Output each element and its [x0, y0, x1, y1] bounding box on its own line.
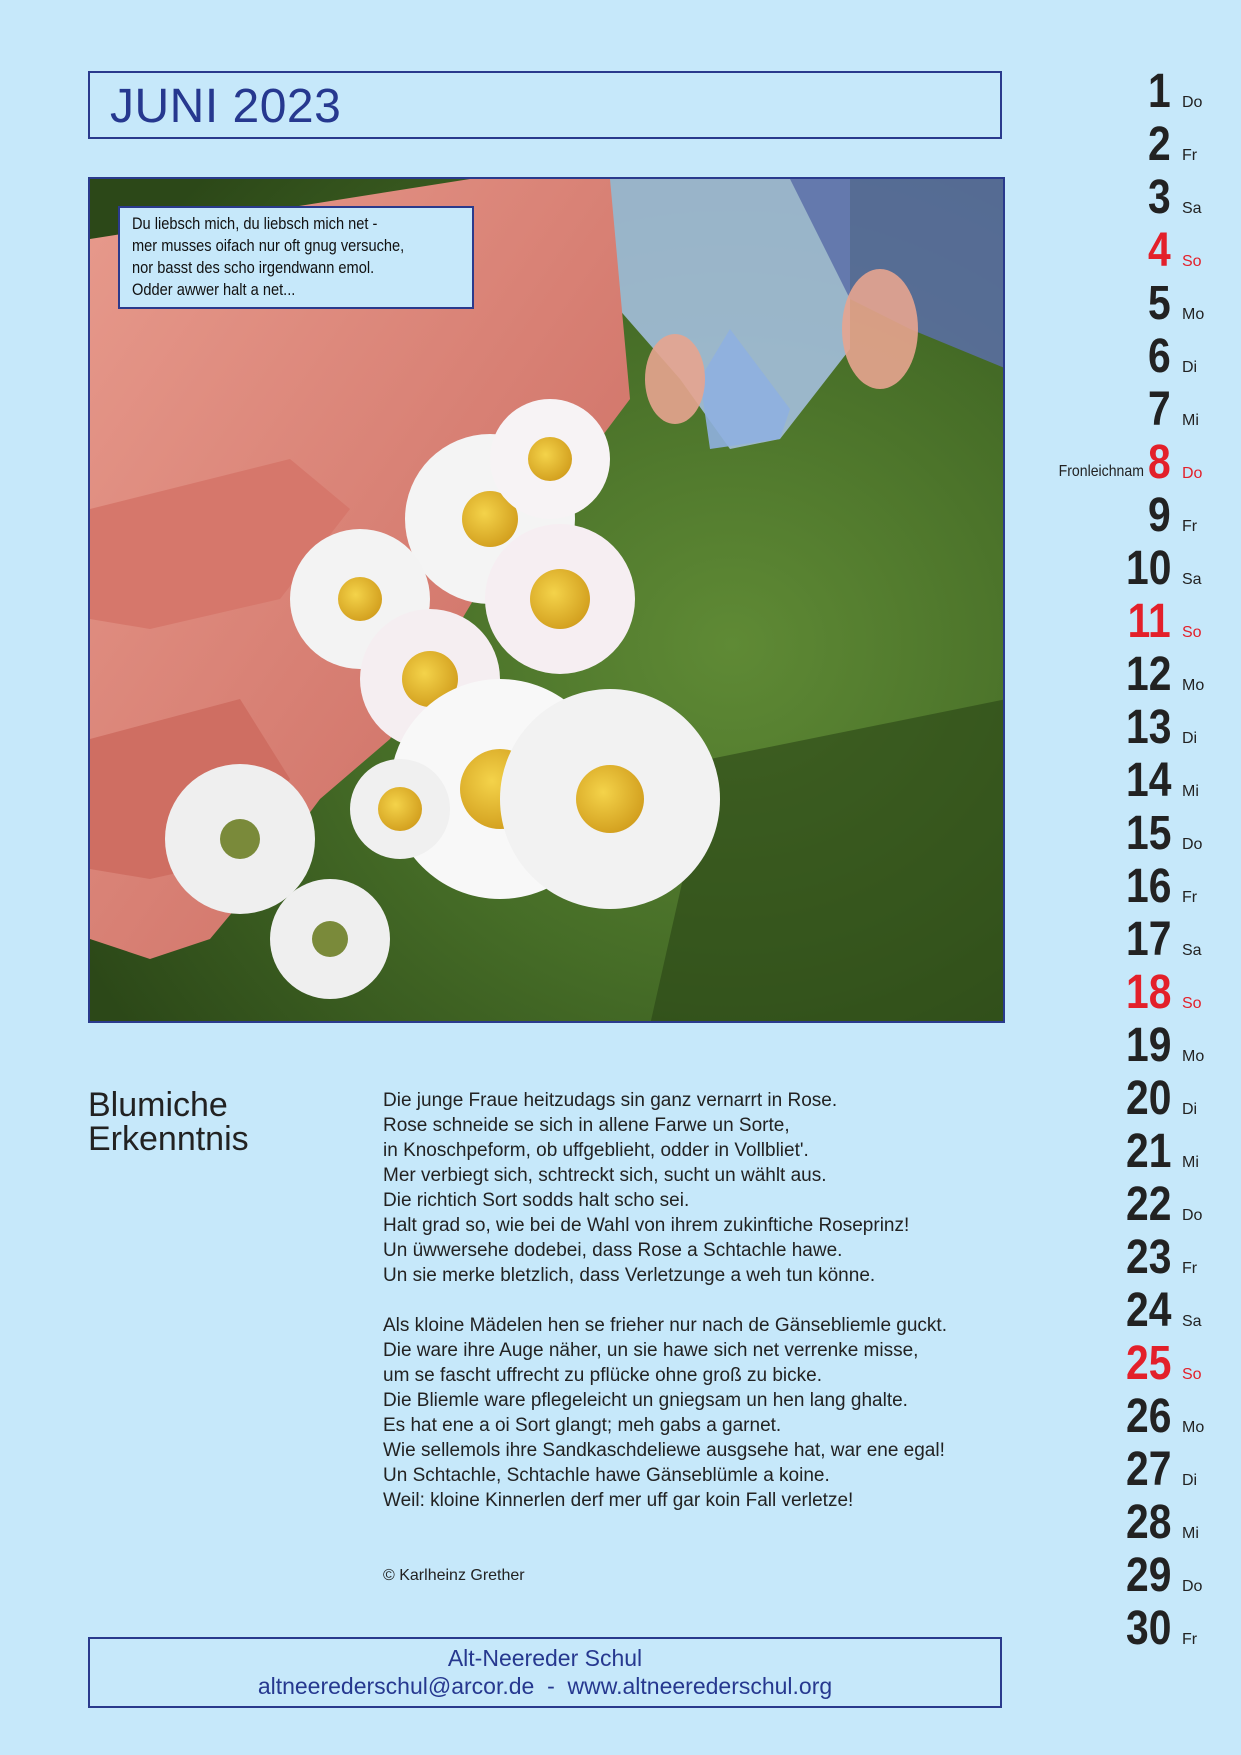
- day-number: 24: [1125, 1284, 1171, 1337]
- quote-line: nor basst des scho irgendwann emol.: [132, 258, 375, 277]
- poem-line: Weil: kloine Kinnerlen derf mer uff gar koin Fall verletze!: [383, 1490, 854, 1511]
- day-number: 5: [1148, 277, 1171, 330]
- weekday-label: Mi: [1182, 783, 1199, 800]
- day-row: [1000, 540, 1241, 593]
- copyright: © Karlheinz Grether: [383, 1567, 525, 1584]
- weekday-label: Sa: [1182, 1313, 1202, 1330]
- day-number: 13: [1125, 701, 1171, 754]
- day-number: 14: [1125, 754, 1171, 807]
- weekday-label: Di: [1182, 1472, 1198, 1489]
- day-number: 23: [1125, 1231, 1171, 1284]
- day-row: [1000, 1070, 1241, 1123]
- weekday-label: Do: [1182, 1207, 1203, 1224]
- poem-line: Es hat ene a oi Sort glangt; meh gabs a garnet.: [383, 1415, 782, 1436]
- day-row: [1000, 1282, 1241, 1335]
- day-row: [1000, 222, 1241, 275]
- day-number: 21: [1125, 1125, 1171, 1178]
- weekday-label: Mi: [1182, 412, 1199, 429]
- day-row: [1000, 1017, 1241, 1070]
- weekday-label: Di: [1182, 730, 1198, 747]
- day-row: [1000, 63, 1241, 116]
- day-row: [1000, 275, 1241, 328]
- day-number: 22: [1125, 1178, 1171, 1231]
- day-number: 18: [1125, 966, 1171, 1019]
- weekday-label: Do: [1182, 836, 1203, 853]
- weekday-label: Do: [1182, 465, 1203, 482]
- day-row: [1000, 1547, 1241, 1600]
- weekday-label: Mo: [1182, 1419, 1205, 1436]
- day-row: [1000, 805, 1241, 858]
- weekday-label: Mo: [1182, 1048, 1205, 1065]
- day-row: [1000, 646, 1241, 699]
- day-row: [1000, 487, 1241, 540]
- day-number: 7: [1148, 383, 1171, 436]
- holiday-label: Fronleichnam: [1058, 463, 1144, 480]
- day-row: [1000, 699, 1241, 752]
- day-row: [1000, 752, 1241, 805]
- day-row: [1000, 1600, 1241, 1653]
- weekday-label: So: [1182, 995, 1202, 1012]
- day-number: 17: [1125, 913, 1171, 966]
- poem-line: Mer verbiegt sich, schtreckt sich, sucht un wählt aus.: [383, 1165, 827, 1186]
- poem-line: um se fascht uffrecht zu pflücke ohne groß zu bicke.: [383, 1365, 822, 1386]
- poem-line: Un Schtachle, Schtachle hawe Gänseblümle a koine.: [383, 1465, 830, 1486]
- day-row: [1000, 434, 1241, 487]
- month-title-box: [88, 71, 1002, 139]
- day-number: 26: [1125, 1390, 1171, 1443]
- day-row: [1000, 1229, 1241, 1282]
- day-number: 16: [1125, 860, 1171, 913]
- day-row: [1000, 381, 1241, 434]
- day-row: [1000, 1388, 1241, 1441]
- weekday-label: Mi: [1182, 1154, 1199, 1171]
- poem-text: [383, 1088, 1023, 1513]
- stanza-gap: [383, 1288, 1023, 1313]
- day-number: 29: [1125, 1549, 1171, 1602]
- weekday-label: Mo: [1182, 306, 1205, 323]
- weekday-label: Fr: [1182, 1260, 1198, 1277]
- poem-line: Rose schneide se sich in allene Farwe un Sorte,: [383, 1115, 790, 1136]
- day-number: 9: [1148, 489, 1171, 542]
- day-number: 4: [1148, 224, 1171, 277]
- weekday-label: Fr: [1182, 147, 1198, 164]
- day-number: 1: [1148, 65, 1171, 118]
- day-number: 28: [1125, 1496, 1171, 1549]
- weekday-label: Do: [1182, 94, 1203, 111]
- day-row: [1000, 169, 1241, 222]
- day-row: [1000, 1441, 1241, 1494]
- day-number: 3: [1148, 171, 1171, 224]
- photo-quote-box: [118, 206, 474, 309]
- poem-line: Als kloine Mädelen hen se frieher nur nach de Gänsebliemle guckt.: [383, 1315, 947, 1336]
- footer-box: [88, 1637, 1002, 1708]
- day-number: 15: [1125, 807, 1171, 860]
- weekday-label: Mo: [1182, 677, 1205, 694]
- weekday-label: So: [1182, 253, 1202, 270]
- day-row: [1000, 1494, 1241, 1547]
- day-number: 2: [1148, 118, 1171, 171]
- day-row: [1000, 1176, 1241, 1229]
- poem-title-line: Erkenntnis: [88, 1120, 249, 1158]
- day-number: 6: [1148, 330, 1171, 383]
- day-row: [1000, 911, 1241, 964]
- weekday-label: Fr: [1182, 518, 1198, 535]
- poem-title: [88, 1088, 249, 1156]
- poem-line: Die ware ihre Auge näher, un sie hawe sich net verrenke misse,: [383, 1340, 919, 1361]
- poem-line: Die junge Fraue heitzudags sin ganz vernarrt in Rose.: [383, 1090, 838, 1111]
- day-number: 30: [1125, 1602, 1171, 1655]
- day-number: 11: [1127, 595, 1171, 648]
- footer-contact[interactable]: altneerederschul@arcor.de - www.altneerederschul.org: [257, 1673, 833, 1699]
- weekday-label: Fr: [1182, 889, 1198, 906]
- day-row: [1000, 1335, 1241, 1388]
- weekday-label: Di: [1182, 1101, 1198, 1118]
- poem-line: in Knoschpeform, ob uffgeblieht, odder in Vollbliet'.: [383, 1140, 809, 1161]
- poem-line: Un sie merke bletzlich, dass Verletzunge a weh tun könne.: [383, 1265, 876, 1286]
- quote-line: mer musses oifach nur oft gnug versuche,: [132, 236, 405, 255]
- weekday-label: So: [1182, 624, 1202, 641]
- weekday-label: Sa: [1182, 942, 1202, 959]
- weekday-label: Do: [1182, 1578, 1203, 1595]
- day-row: [1000, 593, 1241, 646]
- weekday-label: Di: [1182, 359, 1198, 376]
- poem-line: Un üwwersehe dodebei, dass Rose a Schtachle hawe.: [383, 1240, 843, 1261]
- day-number: 19: [1125, 1019, 1171, 1072]
- weekday-label: Sa: [1182, 200, 1202, 217]
- day-number: 8: [1148, 436, 1171, 489]
- day-row: [1000, 328, 1241, 381]
- footer-name: Alt-Neereder Schul: [447, 1645, 643, 1671]
- poem-title-line: Blumiche: [88, 1086, 228, 1124]
- day-number: 10: [1125, 542, 1171, 595]
- weekday-label: Fr: [1182, 1631, 1198, 1648]
- weekday-label: Sa: [1182, 571, 1202, 588]
- quote-line: Odder awwer halt a net...: [132, 280, 296, 299]
- day-number: 25: [1125, 1337, 1171, 1390]
- day-number: 12: [1125, 648, 1171, 701]
- poem-line: Die richtich Sort sodds halt scho sei.: [383, 1190, 690, 1211]
- day-number: 20: [1125, 1072, 1171, 1125]
- quote-line: Du liebsch mich, du liebsch mich net -: [132, 214, 378, 233]
- day-number: 27: [1125, 1443, 1171, 1496]
- weekday-label: So: [1182, 1366, 1202, 1383]
- day-row: [1000, 116, 1241, 169]
- day-row: [1000, 1123, 1241, 1176]
- weekday-label: Mi: [1182, 1525, 1199, 1542]
- day-row: [1000, 858, 1241, 911]
- poem-line: Die Bliemle ware pflegeleicht un gniegsam un hen lang ghalte.: [383, 1390, 908, 1411]
- month-title: JUNI 2023: [110, 80, 342, 133]
- day-row: [1000, 964, 1241, 1017]
- poem-line: Wie sellemols ihre Sandkaschdeliewe ausgsehe hat, war ene egal!: [383, 1440, 945, 1461]
- poem-line: Halt grad so, wie bei de Wahl von ihrem zukinftiche Roseprinz!: [383, 1215, 910, 1236]
